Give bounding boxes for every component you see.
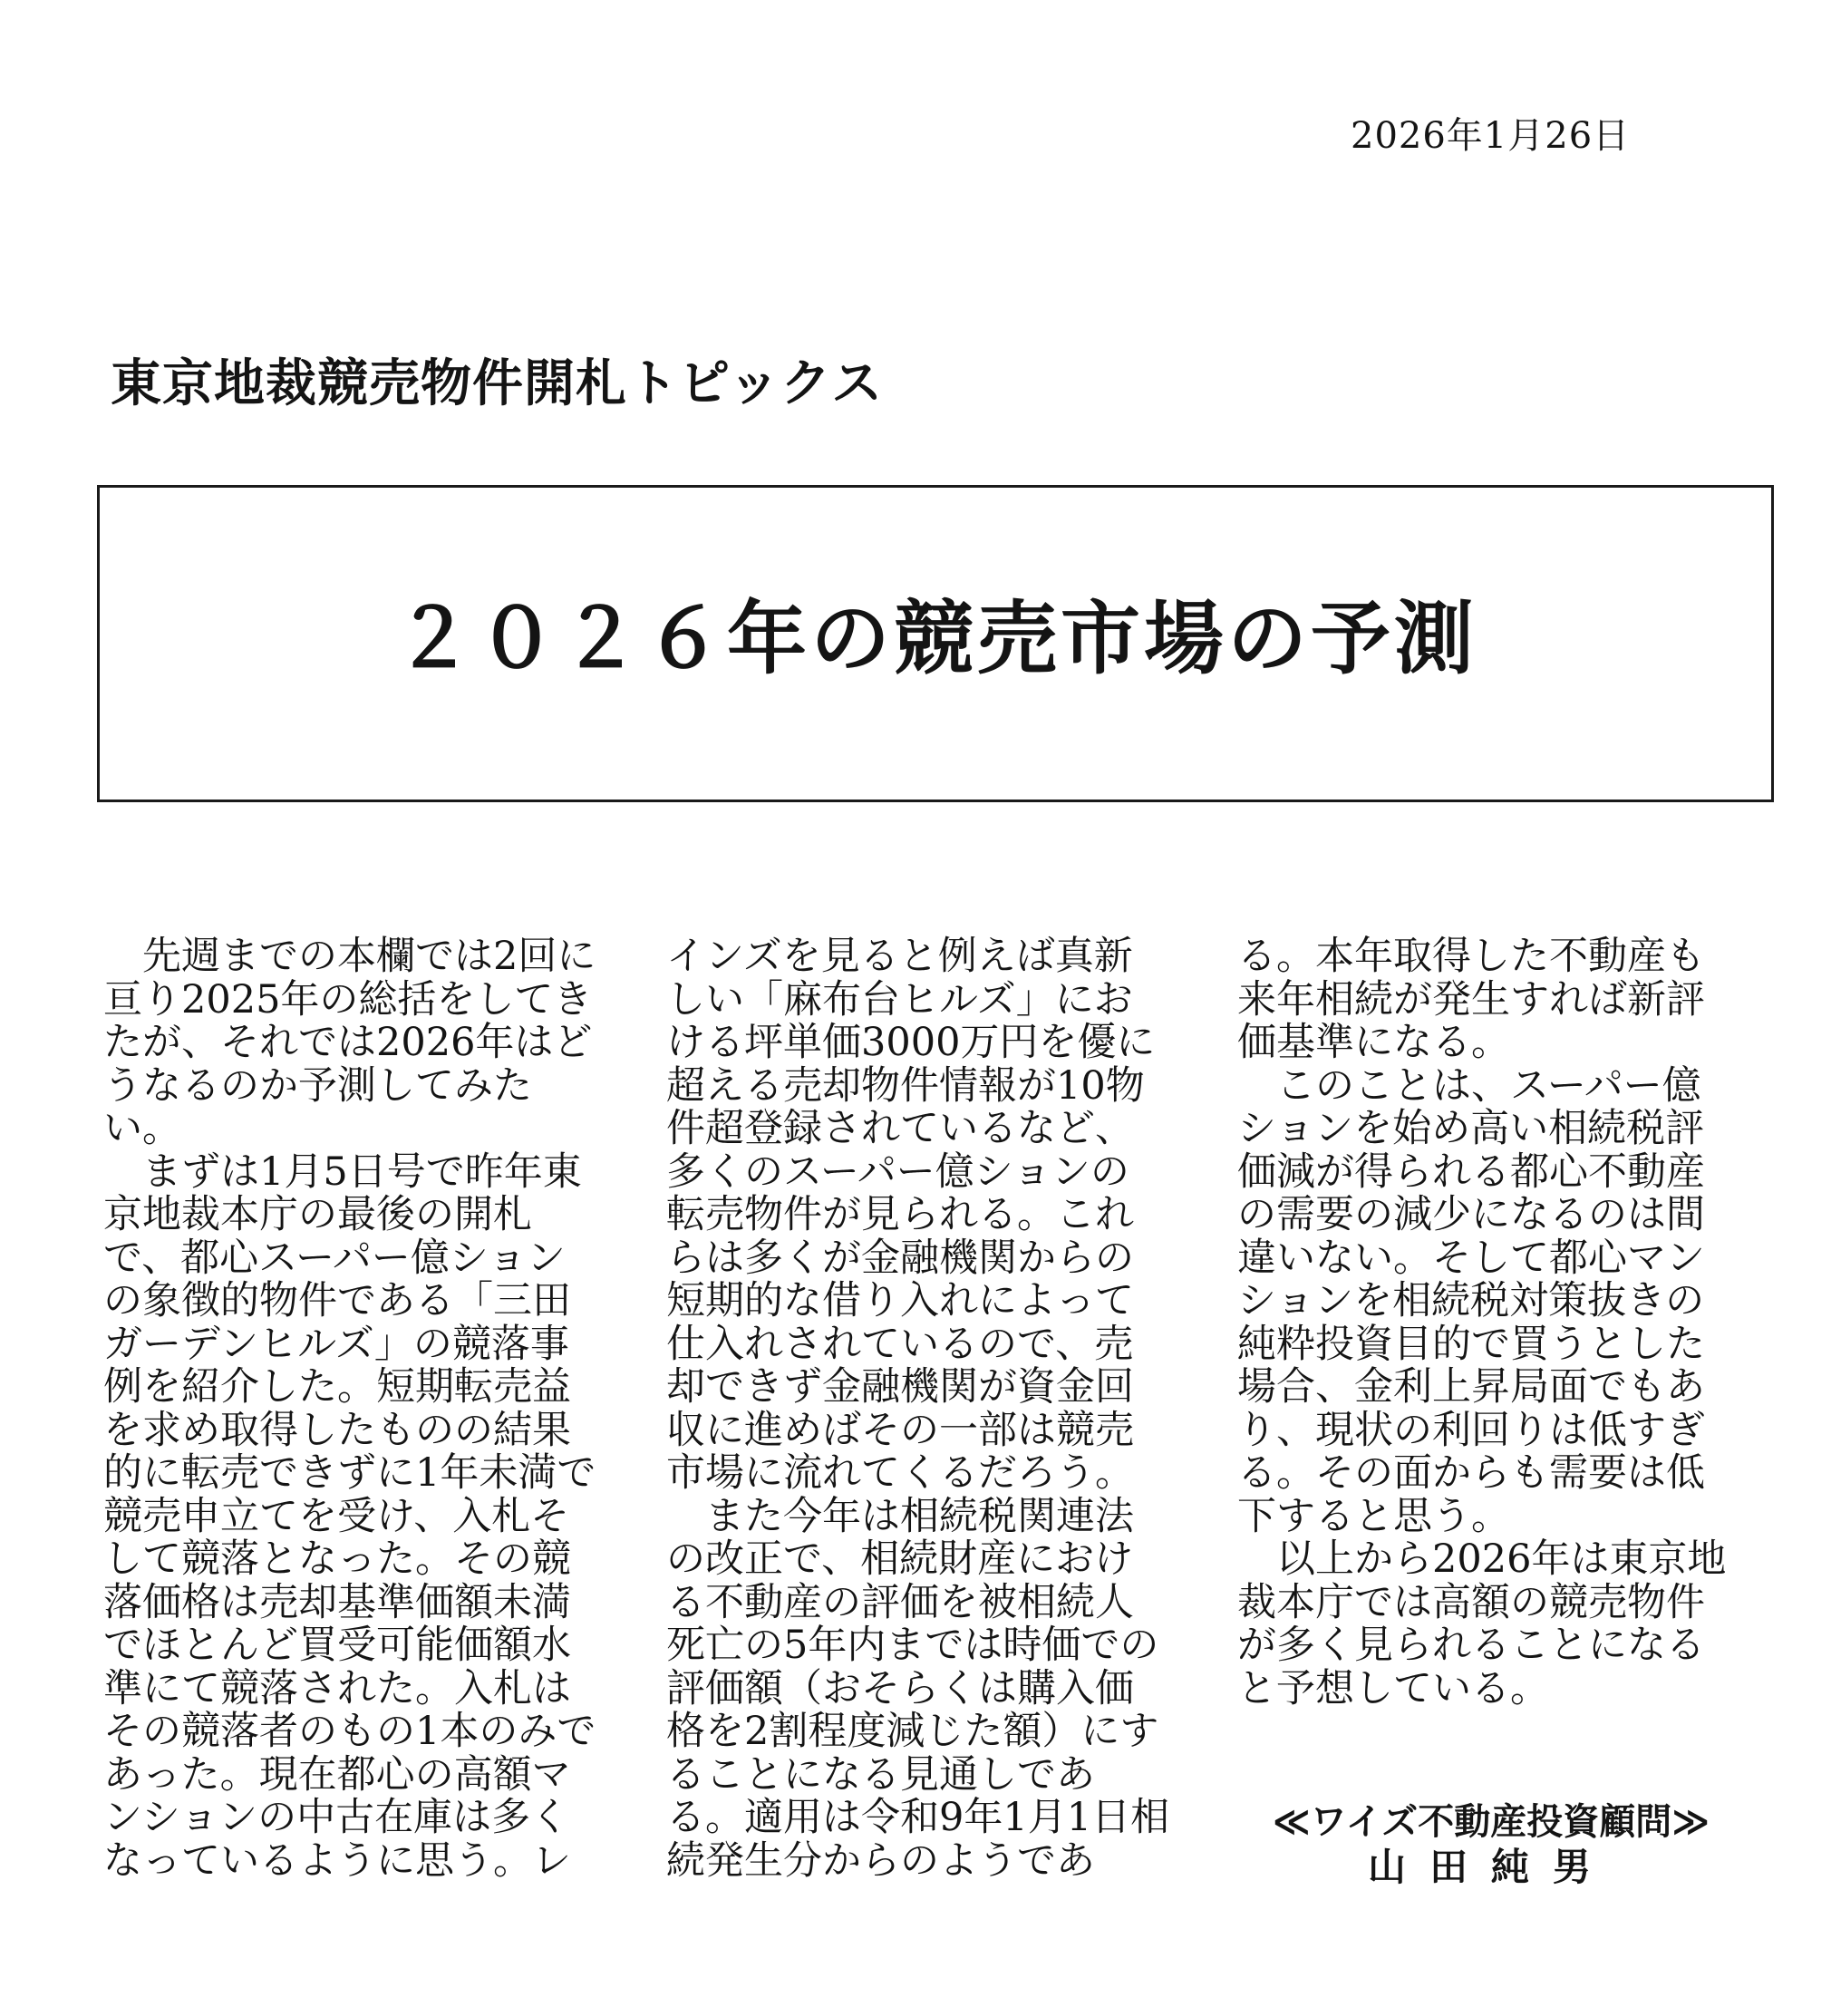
article-line: ガーデンヒルズ」の競落事 [103, 1321, 569, 1367]
article-line: 純粋投資目的で買うとした [1237, 1321, 1705, 1367]
article-line: また今年は相続税関連法 [666, 1493, 1134, 1539]
article-line: 評価額（おそらくは購入価 [666, 1665, 1134, 1711]
article-line: と予想している。 [1237, 1665, 1549, 1711]
article-line: 落価格は売却基準価額未満 [103, 1579, 571, 1625]
article-line: 多くのスーパー億ションの [666, 1149, 1129, 1195]
article-line: しい「麻布台ヒルズ」にお [666, 976, 1133, 1023]
article-line: り、現状の利回りは低すぎ [1237, 1407, 1705, 1453]
article-line: を求め取得したものの結果 [103, 1407, 571, 1453]
article-line: 競売申立てを受け、入札そ [103, 1493, 570, 1539]
article-line: 市場に流れてくるだろう。 [666, 1450, 1134, 1496]
article-line: の改正で、相続財産におけ [666, 1536, 1134, 1582]
article-title: ２０２６年の競売市場の予測 [392, 592, 1477, 685]
article-line: 場合、金利上昇局面でもあ [1237, 1364, 1705, 1410]
article-line: 準にて競落された。入札は [103, 1665, 571, 1711]
article-line: 亘り2025年の総括をしてき [103, 976, 593, 1023]
article-line: なっているように思う。レ [103, 1837, 571, 1884]
author-name: 山田純男 [1367, 1845, 1614, 1889]
article-line: ける坪単価3000万円を優に [666, 1020, 1156, 1065]
article-line: る。本年取得した不動産も [1237, 934, 1705, 979]
article-line: 格を2割程度減じた額）にす [666, 1709, 1159, 1754]
article-line: ることになる見通しであ [666, 1751, 1095, 1798]
article-line: でほとんど買受可能価額水 [103, 1623, 571, 1668]
article-line: 京地裁本庁の最後の開札 [103, 1192, 532, 1237]
title-box [97, 485, 1774, 802]
article-line: あった。現在都心の高額マ [103, 1751, 571, 1798]
article-line: の需要の減少になるのは間 [1237, 1192, 1705, 1237]
article-line: ンションの中古在庫は多く [103, 1795, 570, 1840]
article-line: このことは、スーパー億 [1237, 1062, 1701, 1109]
article-line: る不動産の評価を被相続人 [666, 1579, 1134, 1625]
article-line: して競落となった。その競 [103, 1536, 571, 1582]
article-line: 価減が得られる都心不動産 [1237, 1149, 1705, 1195]
article-line: の象徴的物件である「三田 [103, 1278, 571, 1323]
article-line: 超える売却物件情報が10物 [666, 1062, 1145, 1109]
section-heading: 東京地裁競売物件開札トピックス [111, 354, 884, 413]
article-line: 転売物件が見られる。これ [666, 1192, 1134, 1237]
article-line: たが、それでは2026年はど [103, 1020, 593, 1065]
article-line: で、都心スーパー億ション [103, 1235, 566, 1281]
article-line: 先週までの本欄では2回に [103, 934, 596, 979]
article-line: い。 [103, 1106, 181, 1151]
article-line: 例を紹介した。短期転売益 [103, 1364, 571, 1410]
article-line: まずは1月5日号で昨年東 [103, 1149, 582, 1195]
article-line: 来年相続が発生すれば新評 [1237, 976, 1705, 1023]
article-line: 下すると思う。 [1237, 1493, 1510, 1539]
article-line: 裁本庁では高額の競売物件 [1237, 1579, 1705, 1625]
article-line: インズを見ると例えば真新 [666, 934, 1133, 979]
article-line: 価基準になる。 [1237, 1020, 1510, 1065]
article-line: 違いない。そして都心マン [1237, 1235, 1705, 1281]
article-line: る。その面からも需要は低 [1237, 1450, 1705, 1496]
article-line: 却できず金融機関が資金回 [666, 1364, 1134, 1410]
article-column-3 [1237, 935, 1726, 1711]
article-line: ションを始め高い相続税評 [1237, 1106, 1705, 1151]
article-line: 仕入れされているので、売 [666, 1321, 1134, 1367]
article-line: 的に転売できずに1年未満で [103, 1450, 596, 1496]
article-line: ションを相続税対策抜きの [1237, 1278, 1705, 1323]
article-line: うなるのか予測してみた [103, 1062, 532, 1109]
article-line: その競落者のもの1本のみで [103, 1709, 596, 1754]
article-column-2 [666, 935, 1169, 1883]
article-line: 死亡の5年内までは時価での [666, 1623, 1159, 1668]
article-line: 以上から2026年は東京地 [1237, 1536, 1727, 1582]
article-column-1 [103, 935, 596, 1883]
article-line: が多く見られることになる [1237, 1623, 1705, 1668]
article-line: 収に進めばその一部は競売 [666, 1407, 1134, 1453]
article-line: 続発生分からのようであ [666, 1837, 1095, 1884]
article-line: 件超登録されているなど、 [666, 1106, 1134, 1151]
article-line: らは多くが金融機関からの [666, 1235, 1134, 1281]
article-line: 短期的な借り入れによって [666, 1278, 1134, 1323]
article-line: る。適用は令和9年1月1日相 [666, 1795, 1170, 1840]
author-organization: ≪ワイズ不動産投資顧問≫ [1272, 1801, 1710, 1843]
publication-date: 2026年1月26日 [1351, 115, 1631, 157]
